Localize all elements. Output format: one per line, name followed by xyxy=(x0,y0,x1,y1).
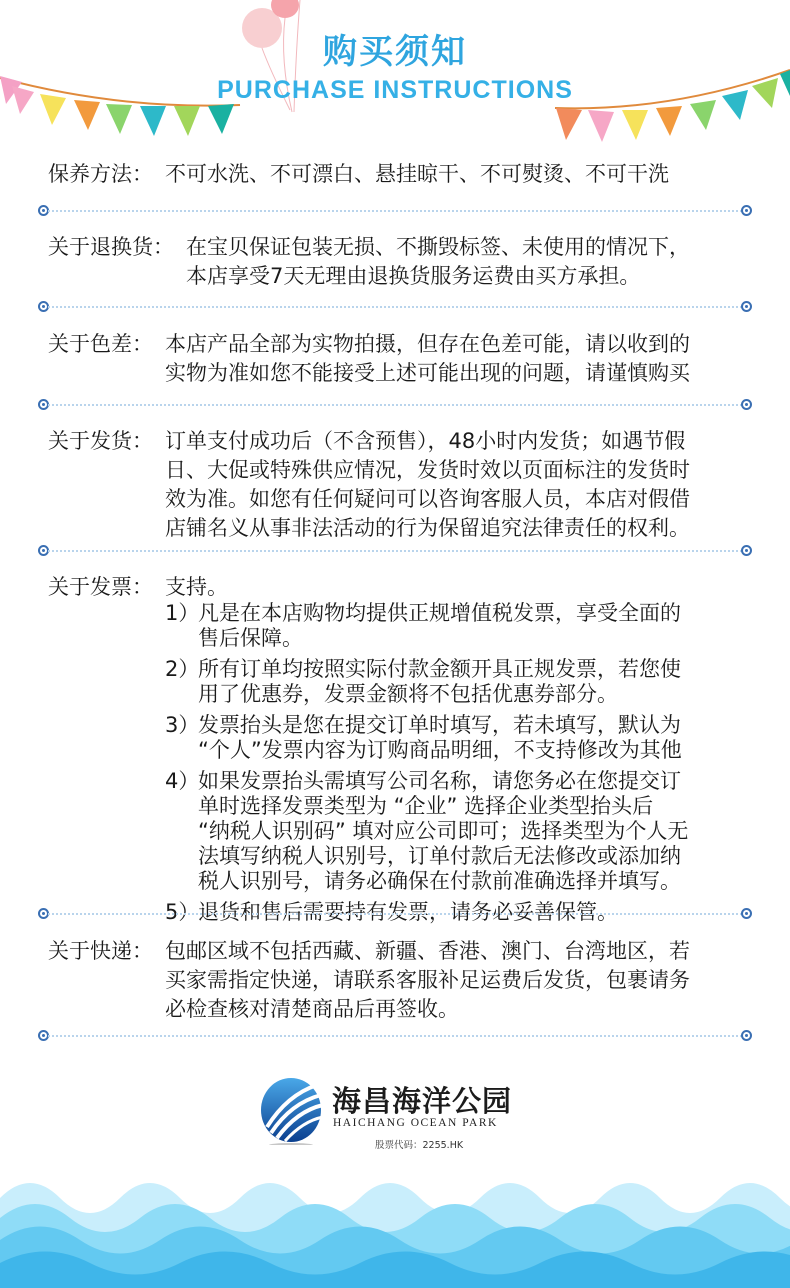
list-item: 1） 凡是在本店购物均提供正规增值税发票，享受全面的 售后保障。 xyxy=(165,601,681,650)
decorative-waves xyxy=(0,1168,790,1288)
color-line-1: 本店产品全部为实物拍摄，但存在色差可能，请以收到的 xyxy=(165,332,690,356)
list-item: 4） 如果发票抬头需填写公司名称，请您务必在您提交订 单时选择发票类型为 “企业” 选择企业类型抬头后 “纳税人识别码” 填对应公司即可；选择类型为个人无 法填写纳税人识别号，订单付款后无法修改或添加纳 税人识别号，请务必确保在付款前准确选择并填写。 xyxy=(165,769,689,893)
returns-line-2: 本店享受7天无理由退换货服务运费由买方承担。 xyxy=(186,264,641,288)
section-color xyxy=(0,330,790,390)
section-invoice xyxy=(0,573,790,924)
color-line-2: 实物为准如您不能接受上述可能出现的问题，请谨慎购买 xyxy=(165,361,690,385)
page-title: 购买须知 xyxy=(323,32,467,72)
shipping-line-3: 效为准。如您有任何疑问可以咨询客服人员，本店对假借 xyxy=(165,487,690,511)
divider xyxy=(38,301,752,313)
color-label: 关于色差： xyxy=(48,332,153,356)
care-label: 保养方法： xyxy=(48,162,153,186)
section-shipping xyxy=(0,427,790,547)
care-text: 不可水洗、不可漂白、悬挂晾干、不可熨烫、不可干洗 xyxy=(165,162,669,186)
express-label: 关于快递： xyxy=(48,939,153,963)
express-line-1: 包邮区域不包括西藏、新疆、香港、澳门、台湾地区，若 xyxy=(165,939,690,963)
list-item: 3） 发票抬头是您在提交订单时填写，若未填写，默认为 “个人”发票内容为订购商品明细，不支持修改为其他 xyxy=(165,713,682,762)
decorative-balloons-and-bunting xyxy=(0,0,790,150)
express-line-3: 必检查核对清楚商品后再签收。 xyxy=(165,997,459,1021)
header-banner xyxy=(0,0,790,150)
shipping-label: 关于发货： xyxy=(48,429,153,453)
shipping-line-2: 日、大促或特殊供应情况，发货时效以页面标注的发货时 xyxy=(165,458,690,482)
page-subtitle: PURCHASE INSTRUCTIONS xyxy=(217,76,573,104)
brand-name-cn: 海昌海洋公园 xyxy=(332,1084,513,1118)
stock-code: 股票代码：2255.HK xyxy=(375,1140,464,1151)
divider xyxy=(38,205,752,217)
invoice-intro: 支持。 xyxy=(165,575,228,599)
list-item: 2） 所有订单均按照实际付款金额开具正规发票，若您使 用了优惠券，发票金额将不包括优惠券部分。 xyxy=(165,657,681,706)
shipping-line-1: 订单支付成功后（不含预售），48小时内发货；如遇节假 xyxy=(165,429,686,453)
returns-label: 关于退换货： xyxy=(48,235,174,259)
section-returns xyxy=(0,233,790,293)
brand-logo xyxy=(257,1075,537,1155)
brand-name-en: HAICHANG OCEAN PARK xyxy=(333,1117,498,1129)
list-item: 5） 退货和售后需要持有发票，请务必妥善保管。 xyxy=(165,900,618,924)
divider xyxy=(38,1030,752,1042)
shipping-line-4: 店铺名义从事非法活动的行为保留追究法律责任的权利。 xyxy=(165,516,690,540)
invoice-label: 关于发票： xyxy=(48,575,153,599)
section-care xyxy=(0,160,790,192)
express-line-2: 买家需指定快递，请联系客服补足运费后发货，包裹请务 xyxy=(165,968,690,992)
divider xyxy=(38,908,752,920)
invoice-list xyxy=(165,601,750,931)
ocean-park-logo-icon xyxy=(257,1075,325,1145)
divider xyxy=(38,545,752,557)
divider xyxy=(38,399,752,411)
returns-line-1: 在宝贝保证包装无损、不撕毁标签、未使用的情况下， xyxy=(186,235,690,259)
section-express xyxy=(0,937,790,1027)
